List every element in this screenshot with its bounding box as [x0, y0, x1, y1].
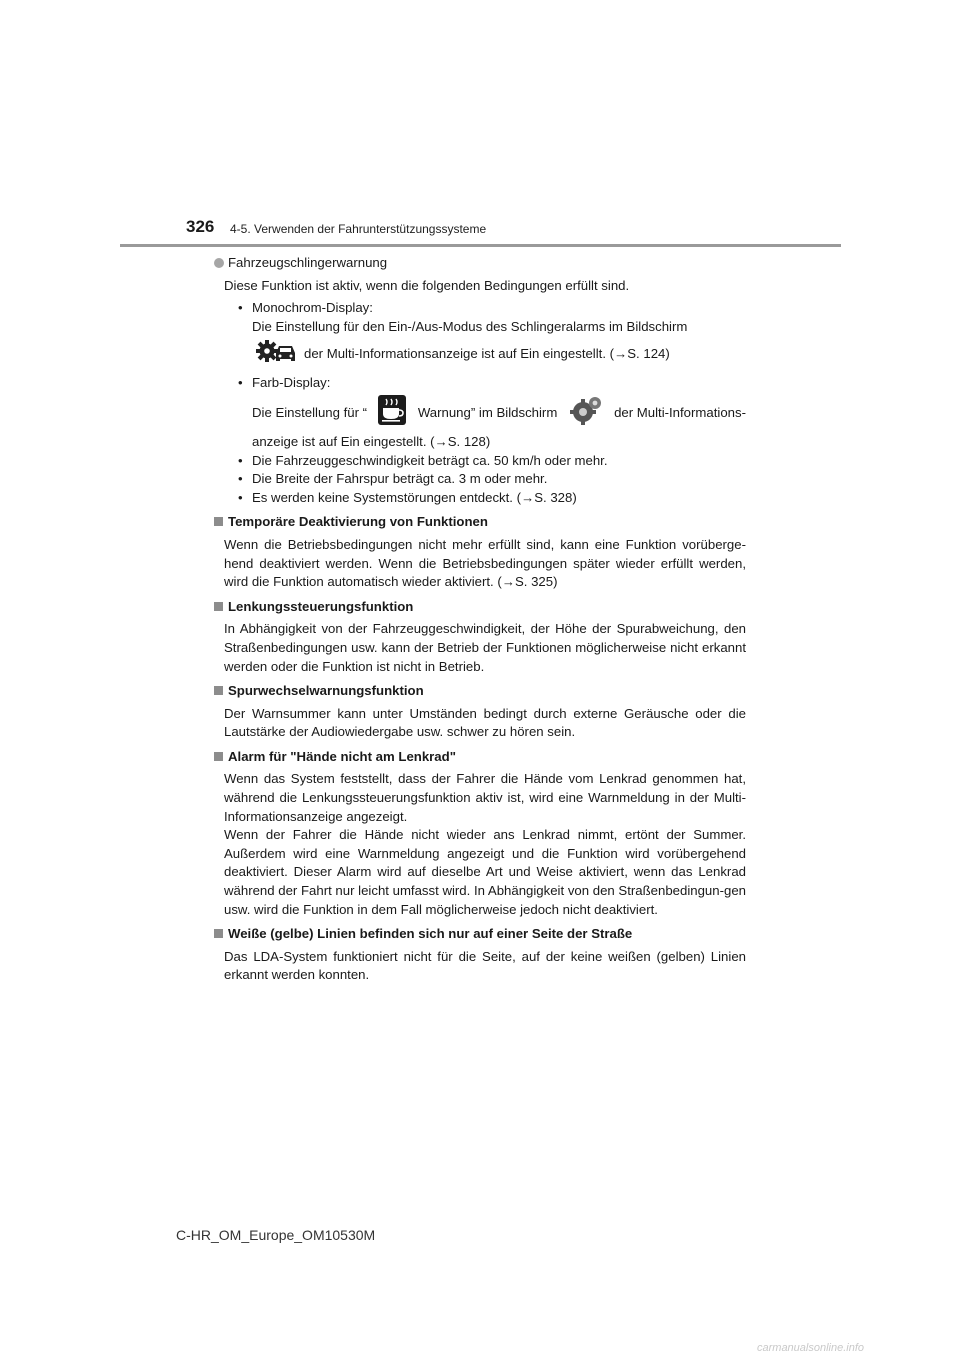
list-item [238, 374, 746, 393]
section-heading [214, 513, 746, 532]
item-text: der Multi-Informations- [614, 404, 746, 420]
paragraph: Wenn das System feststellt, dass der Fahrer die Hände vom Lenkrad genommen hat, während die Lenkungssteuerungsfunktion aktiv ist, wird eine Warnmeldung in der Multi-Informationsanzeige angezeigt. [224, 771, 746, 824]
coffee-cup-icon [378, 395, 406, 431]
section-alarm-haende [214, 748, 746, 919]
footer-doc-id: C-HR_OM_Europe_OM10530M [176, 1227, 376, 1243]
list-item-continued [256, 336, 746, 372]
section-title: 4-5. Verwenden der Fahrunterstützungssysteme [230, 222, 487, 236]
list-item-continued [252, 393, 746, 433]
list-item: • Die Breite der Fahrspur beträgt ca. 3 m oder mehr. [238, 470, 746, 489]
square-bullet-icon [214, 602, 223, 611]
square-bullet-icon [214, 686, 223, 695]
square-bullet-icon [214, 929, 223, 938]
page-number: 326 [186, 217, 215, 236]
item-text: Die Einstellung für den Ein-/Aus-Modus des Schlingeralarms im Bildschirm [252, 318, 688, 334]
item-text: Die Einstellung für “ [252, 404, 368, 420]
item-label: Farb-Display: [252, 375, 331, 391]
content-body [214, 254, 746, 985]
section-fahrzeugschlinger-heading [214, 254, 746, 273]
item-text: Warnung” im Bildschirm [417, 404, 558, 420]
square-bullet-icon [214, 752, 223, 761]
paragraph: Diese Funktion ist aktiv, wenn die folgenden Bedingungen erfüllt sind. [224, 277, 630, 293]
heading-text: Lenkungssteuerungsfunktion [228, 598, 414, 614]
list-item-continued: anzeige ist auf Ein eingestellt. (→S. 128) [252, 433, 491, 449]
list-item: • Die Fahrzeuggeschwindigkeit beträgt ca. 50 km/h oder mehr. [238, 452, 746, 471]
heading-text: Alarm für "Hände nicht am Lenkrad" [228, 748, 456, 764]
gear-car-icon [256, 339, 298, 371]
paragraph: In Abhängigkeit von der Fahrzeuggeschwindigkeit, der Höhe der Spurabweichung, den Straßenbedingungen usw. kann der Betrieb der Funktionen möglicherweise nicht erkannt werden oder die Funktion ist nicht in Betrieb. [224, 621, 746, 674]
section-weisse-linien [214, 925, 746, 985]
section-lenkungssteuerung [214, 598, 746, 676]
gears-icon [569, 395, 603, 431]
item-text: der Multi-Informationsanzeige ist auf Ein eingestellt. (→S. 124) [304, 346, 670, 362]
circle-bullet-icon [214, 258, 224, 268]
paragraph: Der Warnsummer kann unter Umständen bedingt durch externe Geräusche oder die Lautstärke der Audiowiedergabe usw. schwer zu hören sein. [224, 705, 746, 740]
list-item [238, 299, 746, 336]
heading-text: Temporäre Deaktivierung von Funktionen [228, 514, 488, 530]
section-spurwechselwarnung [214, 682, 746, 742]
header-rule [120, 244, 841, 247]
heading-text: Spurwechselwarnungsfunktion [228, 683, 424, 699]
section-heading [214, 598, 746, 617]
section-heading [214, 682, 746, 701]
heading-text: Weiße (gelbe) Linien befinden sich nur auf einer Seite der Straße [228, 926, 633, 942]
paragraph: Das LDA-System funktioniert nicht für die Seite, auf der keine weißen (gelben) Linien erkannt werden konnten. [224, 948, 746, 983]
square-bullet-icon [214, 517, 223, 526]
list-item: • Es werden keine Systemstörungen entdeckt. (→S. 328) [238, 489, 746, 508]
item-label: Monochrom-Display: [252, 300, 373, 316]
watermark: carmanualsonline.info [757, 1342, 865, 1354]
heading-text: Fahrzeugschlingerwarnung [228, 255, 388, 270]
paragraph: Wenn die Betriebsbedingungen nicht mehr erfüllt sind, kann eine Funktion vorüberge-hend deaktiviert werden. Wenn die Betriebsbedingungen später wieder erfüllt werden, wird die Funktion automatisch wieder aktiviert. (→S. 325) [224, 536, 746, 590]
section-heading [214, 748, 746, 767]
paragraph: Wenn der Fahrer die Hände nicht wieder ans Lenkrad nimmt, ertönt der Summer. Außerdem wird eine Warnmeldung angezeigt und die Funktion wird vorübergehend deaktiviert. Dieser Alarm wird auf dieselbe Art und Weise aktiviert, wenn das Lenkrad während der Fahrt nur leicht umfasst wird. In Abhängigkeit von den Straßenbedingun-gen usw. wird die Funktion in dem Fall möglicherweise jedoch nicht deaktiviert. [224, 827, 746, 917]
section-heading [214, 925, 746, 944]
section-temp-deaktivierung [214, 513, 746, 591]
